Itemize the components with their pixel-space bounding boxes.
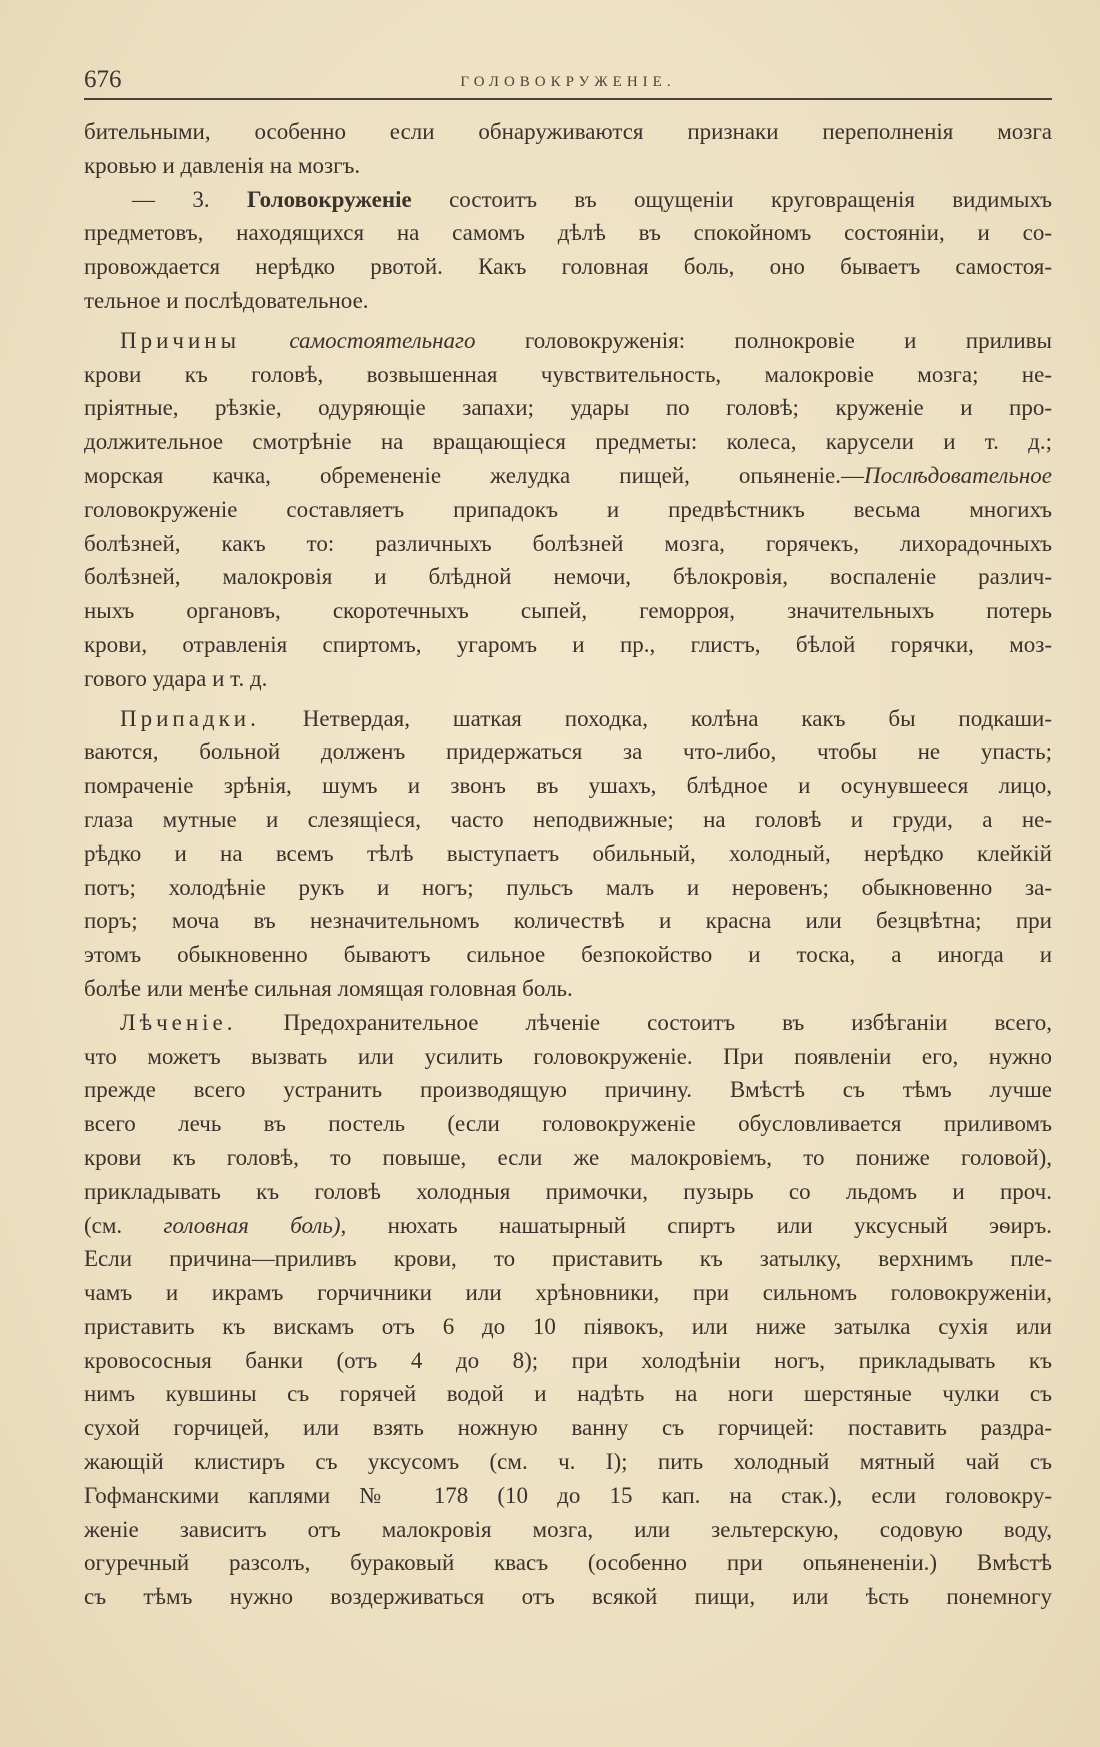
text-line: болѣзней, малокровія и блѣдной немочи, бѣлокровія, воспаленіе различ- [84,564,1052,590]
text-line: Если причина—приливъ крови, то приставить къ затылку, верхнимъ пле- [84,1246,1052,1272]
page-header [84,64,1052,100]
page-number: 676 [84,66,122,93]
text-line: съ тѣмъ нужно воздерживаться отъ всякой пищи, или ѣсть понемногу [84,1584,1052,1610]
text-line: предметовъ, находящихся на самомъ дѣлѣ въ спокойномъ состояніи, и со- [84,220,1052,246]
text-line: бительными, особенно если обнаруживаются признаки переполненія мозга [84,119,1052,144]
text-line: глаза мутные и слезящіеся, часто неподвижные; на головѣ и груди, а не- [84,806,1052,832]
text-line: болѣе или менѣе сильная ломящая головная боль. [84,975,573,1001]
text-line: помраченіе зрѣнія, шумъ и звонъ въ ушахъ, блѣдное и осунувшееся лицо, [84,773,1052,799]
text-line: чамъ и икрамъ горчичники или хрѣновники, при сильномъ головокруженіи, [84,1280,1052,1306]
italic-term: головная боль), [122,1212,347,1238]
text-line [84,1209,1052,1243]
text-fragment: Нетвердая, шаткая походка, колѣна какъ бы подкаши- [259,705,1052,731]
text-line [84,702,1052,736]
text-line: головокруженіе составляетъ припадокъ и предвѣстникъ весьма многихъ [84,496,1052,522]
text-line: должительное смотрѣніе на вращающіеся предметы: колеса, карусели и т. д.; [84,429,1052,455]
text-line: жающій клистиръ съ уксусомъ (см. ч. I); пить холодный мятный чай съ [84,1449,1052,1475]
term-heading: Головокруженіе [209,186,412,212]
text-line: этомъ обыкновенно бываютъ сильное безпокойство и тоска, а иногда и [84,942,1052,968]
italic-term: самостоятельнаго [240,327,476,353]
text-line: провождается нерѣдко рвотой. Какъ головная боль, оно бываетъ самостоя- [84,254,1052,280]
text-line: гового удара и т. д. [84,665,268,691]
text-line: крови къ головѣ, то повыше, если же малокровіемъ, то пониже головой), [84,1144,1052,1170]
text-fragment: морская качка, обремененіе желудка пищей, опьяненіе.— [84,462,864,488]
text-line: крови къ головѣ, возвышенная чувствительность, малокровіе мозга; не- [84,361,1052,387]
text-line: болѣзней, какъ то: различныхъ болѣзней мозга, горячекъ, лихорадочныхъ [84,530,1052,556]
text-line: ныхъ органовъ, скоротечныхъ сыпей, геморроя, значительныхъ потерь [84,598,1052,624]
text-line: что можетъ вызвать или усилить головокруженіе. При появленіи его, нужно [84,1043,1052,1069]
text-fragment: нюхать нашатырный спиртъ или уксусный эѳиръ. [346,1212,1052,1238]
text-line: кровососныя банки (отъ 4 до 8); при холодѣніи ногъ, прикладывать къ [84,1347,1052,1373]
italic-term: Послѣдовательное [863,462,1052,488]
text-line: потъ; холодѣніе рукъ и ногъ; пульсъ малъ и неровенъ; обыкновенно за- [84,874,1052,900]
text-line: сухой горчицей, или взять ножную ванну съ горчицей: поставить раздра- [84,1415,1052,1441]
text-line: приставить къ вискамъ отъ 6 до 10 піявокъ, или ниже затылка сухія или [84,1313,1052,1339]
text-fragment: состоитъ въ ощущеніи круговращенія видимыхъ [411,186,1052,212]
text-fragment: Предохранительное лѣченіе состоитъ въ избѣганіи всего, [236,1009,1052,1035]
text-line [84,1006,1052,1040]
text-line [84,324,1052,358]
text-line: прикладывать къ головѣ холодныя примочки, пузырь со льдомъ и проч. [84,1178,1052,1204]
text-line: ваются, больной долженъ придержаться за что-либо, чтобы не упасть; [84,739,1052,765]
text-line: кровью и давленія на мозгъ. [84,152,361,178]
text-fragment: головокруженія: полнокровіе и приливы [475,327,1052,353]
text-line: рѣдко и на всемъ тѣлѣ выступаетъ обильный, холодный, нерѣдко клейкій [84,840,1052,866]
text-line: тельное и послѣдовательное. [84,287,369,313]
text-line: женіе зависитъ отъ малокровія мозга, или зельтерскую, содовую воду, [84,1516,1052,1542]
text-line: огуречный разсолъ, бураковый квасъ (особенно при опьянененіи.) Вмѣстѣ [84,1550,1052,1576]
section-label: Припадки. [120,705,260,731]
text-line: поръ; моча въ незначительномъ количествѣ и красна или безцвѣтна; при [84,908,1052,934]
list-marker: — 3. [132,186,210,212]
text-line: прежде всего устранить производящую причину. Вмѣстѣ съ тѣмъ лучше [84,1077,1052,1103]
text-line: Гофманскими каплями № 178 (10 до 15 кап. на стак.), если головокру- [84,1482,1052,1508]
body-text [84,115,1052,1614]
running-title: ГОЛОВОКРУЖЕНІЕ. [460,74,676,90]
section-label: Лѣченіе. [120,1009,237,1035]
text-line: пріятные, рѣзкіе, одуряющіе запахи; удары по головѣ; круженіе и про- [84,395,1052,421]
text-line: крови, отравленія спиртомъ, угаромъ и пр., глистъ, бѣлой горячки, моз- [84,631,1052,657]
text-line: всего лечь въ постель (если головокруженіе обусловливается приливомъ [84,1111,1052,1137]
text-fragment: (см. [84,1212,123,1238]
section-label: Причины [120,327,241,353]
text-line: нимъ кувшины съ горячей водой и надѣть на ноги шерстяные чулки съ [84,1381,1052,1407]
text-line [84,459,1052,493]
text-line [84,183,1052,217]
